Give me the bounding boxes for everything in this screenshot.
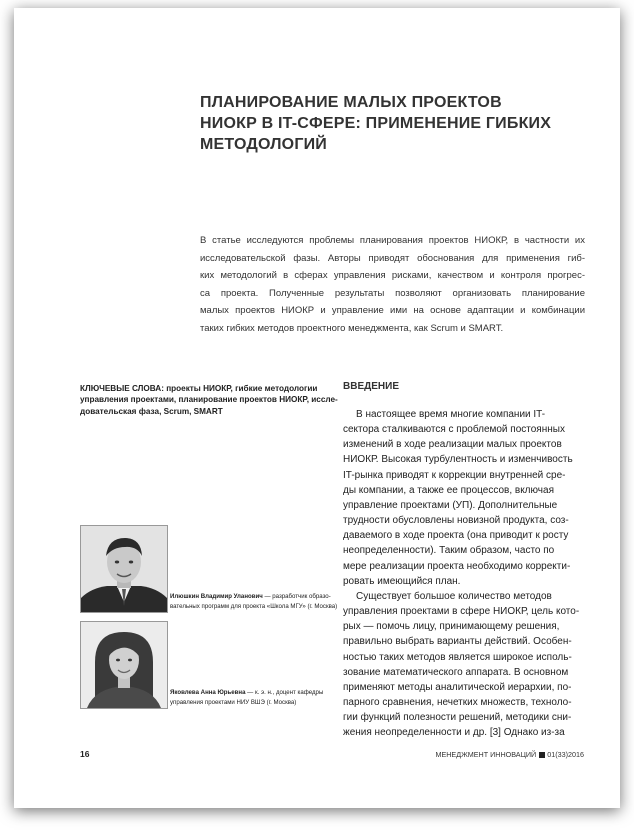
section-heading: ВВЕДЕНИЕ bbox=[343, 381, 399, 392]
body-line: IT-рынка приводят к коррекции внутренней сре- bbox=[343, 469, 566, 481]
author2-portrait bbox=[81, 622, 167, 708]
body-line: рых — помочь лицу, принимающему решения, bbox=[343, 621, 560, 633]
journal-footer bbox=[435, 750, 584, 759]
body-line: применяют методы аналитической иерархии, по- bbox=[343, 681, 572, 693]
author2-caption bbox=[170, 688, 340, 708]
abstract-line: са проекта. Полученные результаты позволяют организовать планирование bbox=[200, 287, 585, 299]
body-line: даваемого в ходе проекта (она приводит к росту bbox=[343, 530, 569, 542]
body-line: неопределенности). Таким образом, часто по bbox=[343, 545, 555, 557]
body-line: трудности обусловлены новизной продукта, соз- bbox=[343, 515, 569, 527]
author2-name: Яковлева Анна Юрьевна bbox=[170, 689, 246, 696]
keywords-line: управления проектами, планирование проектов НИОКР, иссле- bbox=[80, 395, 338, 405]
abstract-line: В статье исследуются проблемы планирования проектов НИОКР, в частности их bbox=[200, 235, 585, 246]
author1-photo bbox=[80, 525, 168, 613]
abstract-line: малых проектов НИОКР и управление ими на основе адаптации и комбинации bbox=[200, 305, 585, 317]
body-line: сектора сталкиваются с проблемой постоянных bbox=[343, 424, 565, 436]
title-line: МЕТОДОЛОГИЙ bbox=[200, 136, 327, 153]
body-line: жения неопределенности и др. [3] Однако из-за bbox=[343, 727, 565, 739]
body-line: зование математического аппарата. В основном bbox=[343, 666, 569, 678]
body-line: мере реализации проекта необходимо корректи- bbox=[343, 560, 571, 572]
body-line: изменений в ходе реализации малых проектов bbox=[343, 439, 562, 451]
body-line: гии функций полезности решений, методики сни- bbox=[343, 712, 572, 724]
author1-caption bbox=[170, 592, 340, 612]
abstract bbox=[200, 232, 585, 338]
author1-role: — разработчик образо- bbox=[262, 593, 331, 600]
author1-name: Илюшкин Владимир Уланович bbox=[170, 593, 263, 600]
body-line: ровать имеющийся план. bbox=[343, 575, 461, 587]
author1-affiliation: вательных программ для проекта «Школа МГУ» (г. Москва) bbox=[170, 603, 338, 610]
body-line: парного сравнения, нечетких множеств, техноло- bbox=[343, 696, 572, 708]
body-line: ды компании, а также ее процессов, включая bbox=[343, 484, 554, 496]
abstract-line: таких гибких методов проектного менеджмента, как Scrum и SMART. bbox=[200, 322, 504, 334]
body-line: управления проектами в сфере НИОКР, цель кото- bbox=[343, 606, 580, 618]
title-line: ПЛАНИРОВАНИЕ МАЛЫХ ПРОЕКТОВ bbox=[200, 94, 502, 111]
keywords-line: довательская фаза, Scrum, SMART bbox=[80, 406, 223, 416]
journal-name: МЕНЕДЖМЕНТ ИННОВАЦИЙ bbox=[435, 750, 537, 759]
author2-photo bbox=[80, 621, 168, 709]
keywords bbox=[80, 383, 338, 417]
author2-affiliation: управления проектами НИУ ВШЭ (г. Москва) bbox=[170, 699, 297, 706]
body-line: В настоящее время многие компании IT- bbox=[356, 409, 546, 420]
article-title bbox=[200, 92, 580, 155]
journal-issue: 01(33)2016 bbox=[547, 750, 584, 759]
body-line: ностью таких методов является широкое исполь- bbox=[343, 651, 572, 663]
page-number: 16 bbox=[80, 749, 90, 759]
body-line: Существует большое количество методов bbox=[356, 590, 552, 602]
author2-role: — к. э. н., доцент кафедры bbox=[245, 689, 324, 696]
body-line: НИОКР. Высокая турбулентность и изменчивость bbox=[343, 454, 573, 466]
body-line: правильно выбрать варианты действий. Особен- bbox=[343, 636, 572, 648]
square-bullet-icon bbox=[539, 752, 545, 758]
keywords-line: КЛЮЧЕВЫЕ СЛОВА: проекты НИОКР, гибкие методологии bbox=[80, 384, 318, 393]
title-line: НИОКР В IT-СФЕРЕ: ПРИМЕНЕНИЕ ГИБКИХ bbox=[200, 115, 552, 132]
body-text bbox=[343, 407, 595, 740]
abstract-line: ких методологий в сферах управления рисками, качеством и контроля прогрес- bbox=[200, 270, 585, 282]
abstract-line: исследовательской фазы. Авторы приводят обоснования для применения гиб- bbox=[200, 252, 585, 264]
body-line: управление проектами (УП). Дополнительные bbox=[343, 499, 558, 511]
author1-portrait bbox=[81, 526, 167, 612]
